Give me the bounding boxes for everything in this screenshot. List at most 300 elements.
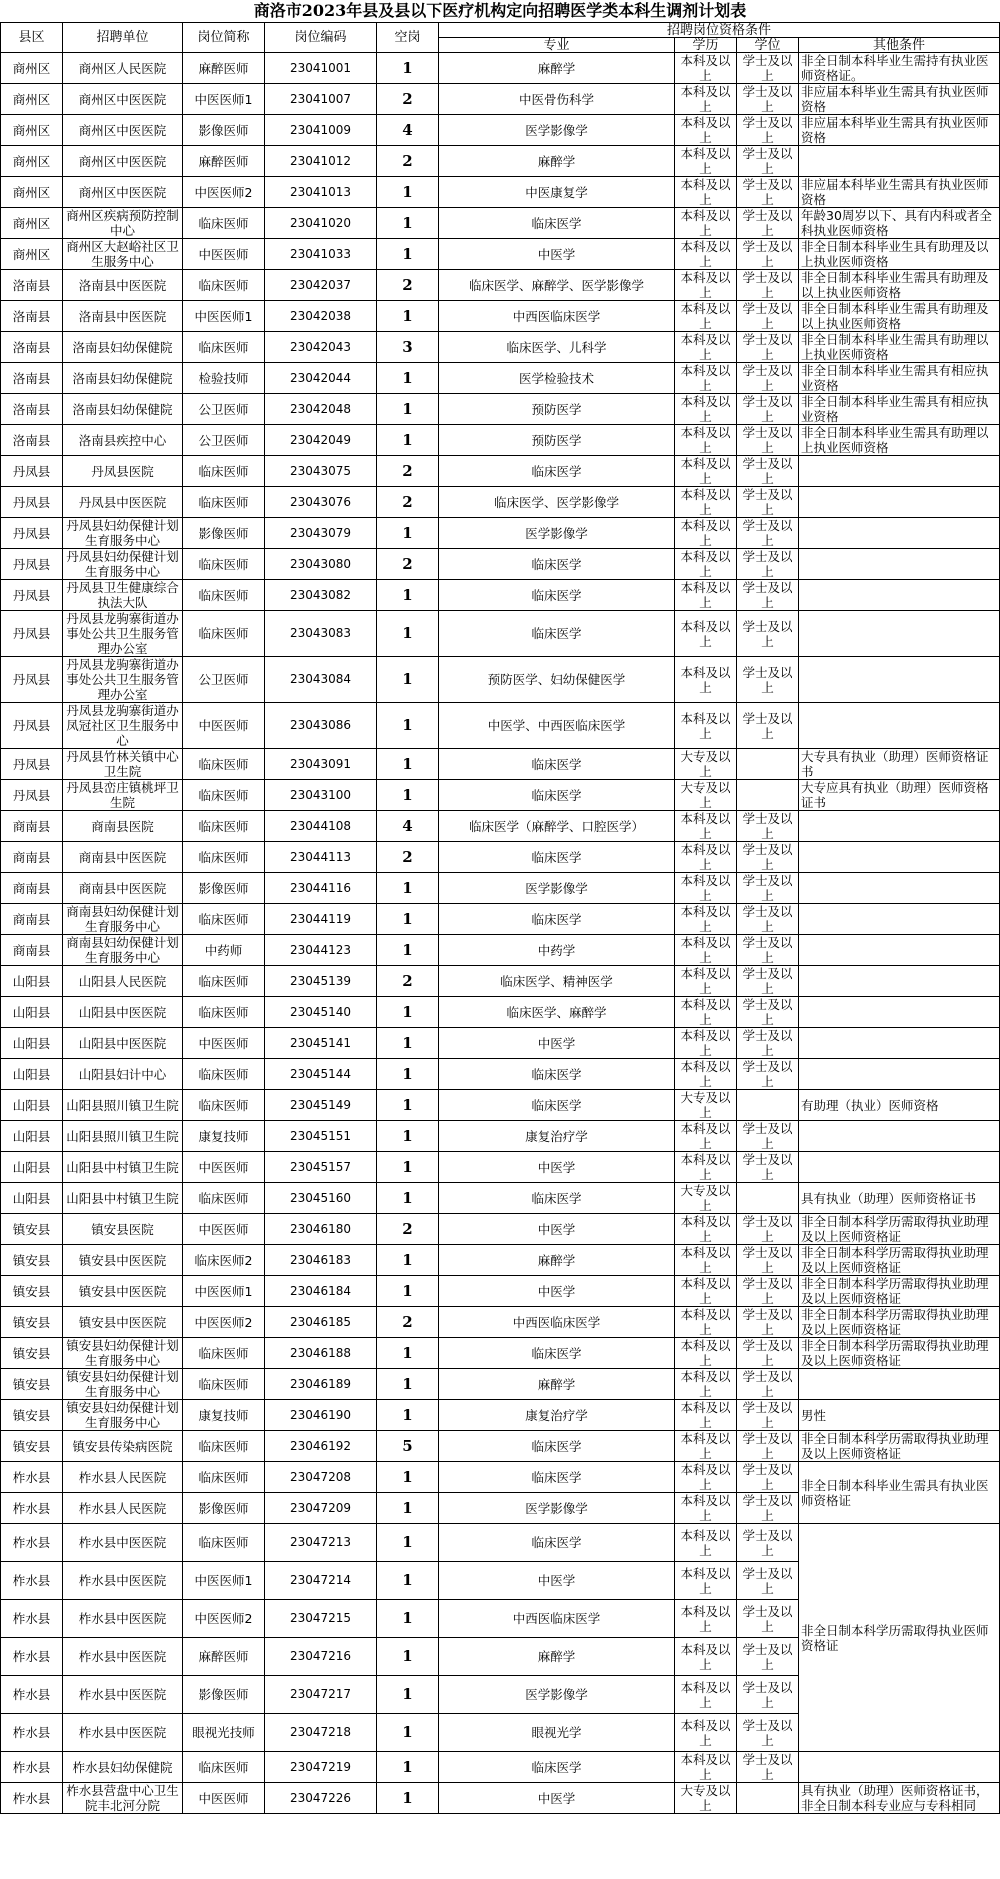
cell-degree: 学士及以上 bbox=[737, 703, 799, 749]
cell-degree: 学士及以上 bbox=[737, 115, 799, 146]
recruitment-table bbox=[0, 22, 1000, 1814]
cell-other bbox=[799, 549, 1000, 580]
cell-post: 临床医师 bbox=[183, 580, 265, 611]
cell-other bbox=[799, 611, 1000, 657]
cell-edu: 本科及以上 bbox=[675, 811, 737, 842]
cell-degree: 学士及以上 bbox=[737, 1638, 799, 1676]
cell-count: 5 bbox=[377, 1431, 439, 1462]
cell-degree: 学士及以上 bbox=[737, 1676, 799, 1714]
cell-unit: 柞水县人民医院 bbox=[63, 1462, 183, 1493]
cell-edu: 大专及以上 bbox=[675, 749, 737, 780]
cell-edu: 本科及以上 bbox=[675, 657, 737, 703]
cell-code: 23045157 bbox=[265, 1152, 377, 1183]
cell-county: 镇安县 bbox=[1, 1245, 63, 1276]
cell-edu: 本科及以上 bbox=[675, 332, 737, 363]
cell-code: 23043083 bbox=[265, 611, 377, 657]
cell-county: 山阳县 bbox=[1, 966, 63, 997]
cell-post: 中药师 bbox=[183, 935, 265, 966]
table-row bbox=[1, 1245, 1000, 1276]
cell-unit: 商州区人民医院 bbox=[63, 53, 183, 84]
table-row bbox=[1, 611, 1000, 657]
table-row bbox=[1, 1152, 1000, 1183]
cell-degree: 学士及以上 bbox=[737, 1562, 799, 1600]
cell-post: 影像医师 bbox=[183, 873, 265, 904]
cell-post: 临床医师 bbox=[183, 1183, 265, 1214]
cell-major: 临床医学 bbox=[439, 1090, 675, 1121]
cell-unit: 丹凤县妇幼保健计划生育服务中心 bbox=[63, 549, 183, 580]
cell-unit: 柞水县中医医院 bbox=[63, 1676, 183, 1714]
cell-degree: 学士及以上 bbox=[737, 611, 799, 657]
cell-degree: 学士及以上 bbox=[737, 456, 799, 487]
cell-degree bbox=[737, 1090, 799, 1121]
cell-count: 2 bbox=[377, 146, 439, 177]
cell-post: 中医医师2 bbox=[183, 1600, 265, 1638]
table-row bbox=[1, 1524, 1000, 1562]
cell-edu: 本科及以上 bbox=[675, 1059, 737, 1090]
cell-other-merged: 非全日制本科学历需取得执业医师资格证 bbox=[799, 1524, 1000, 1752]
cell-degree: 学士及以上 bbox=[737, 177, 799, 208]
table-row bbox=[1, 657, 1000, 703]
cell-post: 中医医师 bbox=[183, 1152, 265, 1183]
cell-unit: 柞水县中医医院 bbox=[63, 1638, 183, 1676]
cell-count: 1 bbox=[377, 1493, 439, 1524]
cell-edu: 本科及以上 bbox=[675, 1714, 737, 1752]
cell-code: 23044119 bbox=[265, 904, 377, 935]
cell-edu: 本科及以上 bbox=[675, 1369, 737, 1400]
cell-other bbox=[799, 935, 1000, 966]
cell-code: 23046190 bbox=[265, 1400, 377, 1431]
cell-code: 23047209 bbox=[265, 1493, 377, 1524]
cell-degree: 学士及以上 bbox=[737, 394, 799, 425]
cell-edu: 本科及以上 bbox=[675, 1400, 737, 1431]
cell-degree: 学士及以上 bbox=[737, 1307, 799, 1338]
cell-edu: 本科及以上 bbox=[675, 518, 737, 549]
cell-county: 商南县 bbox=[1, 811, 63, 842]
cell-major: 临床医学 bbox=[439, 1059, 675, 1090]
cell-code: 23047208 bbox=[265, 1462, 377, 1493]
cell-count: 3 bbox=[377, 332, 439, 363]
cell-county: 丹凤县 bbox=[1, 549, 63, 580]
cell-unit: 洛南县妇幼保健院 bbox=[63, 394, 183, 425]
table-row bbox=[1, 580, 1000, 611]
cell-edu: 本科及以上 bbox=[675, 549, 737, 580]
cell-post: 公卫医师 bbox=[183, 425, 265, 456]
cell-code: 23041020 bbox=[265, 208, 377, 239]
cell-other: 非全日制本科学历需取得执业助理及以上医师资格证 bbox=[799, 1307, 1000, 1338]
cell-major: 中医骨伤科学 bbox=[439, 84, 675, 115]
cell-county: 柞水县 bbox=[1, 1714, 63, 1752]
cell-count: 2 bbox=[377, 487, 439, 518]
header-post: 岗位简称 bbox=[183, 23, 265, 53]
cell-unit: 丹凤县医院 bbox=[63, 456, 183, 487]
cell-county: 丹凤县 bbox=[1, 749, 63, 780]
cell-unit: 商南县妇幼保健计划生育服务中心 bbox=[63, 904, 183, 935]
cell-post: 临床医师 bbox=[183, 749, 265, 780]
cell-count: 1 bbox=[377, 239, 439, 270]
cell-post: 影像医师 bbox=[183, 1676, 265, 1714]
cell-count: 1 bbox=[377, 1752, 439, 1783]
cell-major: 中西医临床医学 bbox=[439, 1307, 675, 1338]
cell-county: 洛南县 bbox=[1, 270, 63, 301]
cell-other: 有助理（执业）医师资格 bbox=[799, 1090, 1000, 1121]
cell-unit: 柞水县中医医院 bbox=[63, 1562, 183, 1600]
cell-other bbox=[799, 1028, 1000, 1059]
cell-county: 柞水县 bbox=[1, 1638, 63, 1676]
cell-edu: 本科及以上 bbox=[675, 1338, 737, 1369]
cell-code: 23046180 bbox=[265, 1214, 377, 1245]
cell-count: 1 bbox=[377, 1600, 439, 1638]
cell-unit: 山阳县照川镇卫生院 bbox=[63, 1090, 183, 1121]
cell-county: 山阳县 bbox=[1, 1028, 63, 1059]
cell-unit: 镇安县妇幼保健计划生育服务中心 bbox=[63, 1338, 183, 1369]
cell-degree: 学士及以上 bbox=[737, 487, 799, 518]
cell-count: 1 bbox=[377, 997, 439, 1028]
cell-post: 临床医师 bbox=[183, 1431, 265, 1462]
cell-unit: 柞水县中医医院 bbox=[63, 1714, 183, 1752]
cell-edu: 本科及以上 bbox=[675, 394, 737, 425]
cell-other: 非全日制本科毕业生需具有助理以上执业医师资格 bbox=[799, 425, 1000, 456]
cell-edu: 本科及以上 bbox=[675, 842, 737, 873]
cell-unit: 山阳县中医医院 bbox=[63, 997, 183, 1028]
cell-count: 1 bbox=[377, 873, 439, 904]
cell-major: 临床医学 bbox=[439, 456, 675, 487]
cell-post: 康复技师 bbox=[183, 1121, 265, 1152]
cell-code: 23043075 bbox=[265, 456, 377, 487]
table-row bbox=[1, 363, 1000, 394]
cell-other bbox=[799, 811, 1000, 842]
cell-code: 23043086 bbox=[265, 703, 377, 749]
cell-count: 1 bbox=[377, 1638, 439, 1676]
cell-unit: 丹凤县竹林关镇中心卫生院 bbox=[63, 749, 183, 780]
cell-degree: 学士及以上 bbox=[737, 1400, 799, 1431]
cell-unit: 商南县医院 bbox=[63, 811, 183, 842]
cell-other: 大专具有执业（助理）医师资格证书 bbox=[799, 749, 1000, 780]
cell-degree: 学士及以上 bbox=[737, 84, 799, 115]
cell-code: 23042049 bbox=[265, 425, 377, 456]
table-row bbox=[1, 394, 1000, 425]
cell-post: 临床医师 bbox=[183, 456, 265, 487]
cell-edu: 本科及以上 bbox=[675, 580, 737, 611]
cell-county: 柞水县 bbox=[1, 1600, 63, 1638]
table-row bbox=[1, 1400, 1000, 1431]
table-body bbox=[1, 53, 1000, 1814]
cell-unit: 镇安县医院 bbox=[63, 1214, 183, 1245]
table-row bbox=[1, 935, 1000, 966]
table-row bbox=[1, 1369, 1000, 1400]
table-row bbox=[1, 270, 1000, 301]
cell-code: 23046185 bbox=[265, 1307, 377, 1338]
cell-count: 1 bbox=[377, 749, 439, 780]
cell-post: 眼视光技师 bbox=[183, 1714, 265, 1752]
cell-count: 1 bbox=[377, 904, 439, 935]
table-row bbox=[1, 1783, 1000, 1814]
cell-code: 23044113 bbox=[265, 842, 377, 873]
cell-county: 洛南县 bbox=[1, 363, 63, 394]
cell-count: 1 bbox=[377, 611, 439, 657]
cell-post: 麻醉医师 bbox=[183, 1638, 265, 1676]
cell-degree: 学士及以上 bbox=[737, 657, 799, 703]
cell-edu: 本科及以上 bbox=[675, 1493, 737, 1524]
cell-code: 23045160 bbox=[265, 1183, 377, 1214]
cell-county: 柞水县 bbox=[1, 1493, 63, 1524]
cell-other: 非全日制本科毕业生需具有相应执业资格 bbox=[799, 394, 1000, 425]
cell-edu: 本科及以上 bbox=[675, 1462, 737, 1493]
cell-post: 公卫医师 bbox=[183, 394, 265, 425]
cell-post: 中医医师1 bbox=[183, 84, 265, 115]
cell-county: 丹凤县 bbox=[1, 657, 63, 703]
cell-unit: 商州区大赵峪社区卫生服务中心 bbox=[63, 239, 183, 270]
cell-major: 临床医学 bbox=[439, 1752, 675, 1783]
cell-post: 中医医师 bbox=[183, 1214, 265, 1245]
cell-edu: 本科及以上 bbox=[675, 873, 737, 904]
cell-count: 4 bbox=[377, 811, 439, 842]
cell-unit: 镇安县中医医院 bbox=[63, 1245, 183, 1276]
cell-other: 具有执业（助理）医师资格证书，非全日制本科专业应与专科相同 bbox=[799, 1783, 1000, 1814]
cell-major: 麻醉学 bbox=[439, 1369, 675, 1400]
cell-county: 山阳县 bbox=[1, 1059, 63, 1090]
cell-major: 中医学 bbox=[439, 239, 675, 270]
cell-code: 23041013 bbox=[265, 177, 377, 208]
cell-degree: 学士及以上 bbox=[737, 1369, 799, 1400]
cell-count: 1 bbox=[377, 780, 439, 811]
cell-post: 临床医师 bbox=[183, 966, 265, 997]
cell-edu: 本科及以上 bbox=[675, 270, 737, 301]
header-county: 县区 bbox=[1, 23, 63, 53]
cell-post: 麻醉医师 bbox=[183, 146, 265, 177]
cell-code: 23047218 bbox=[265, 1714, 377, 1752]
cell-edu: 本科及以上 bbox=[675, 1562, 737, 1600]
cell-other: 年龄30周岁以下、具有内科或者全科执业医师资格 bbox=[799, 208, 1000, 239]
cell-count: 1 bbox=[377, 580, 439, 611]
cell-post: 临床医师 bbox=[183, 1338, 265, 1369]
cell-other bbox=[799, 703, 1000, 749]
cell-count: 1 bbox=[377, 1400, 439, 1431]
cell-unit: 洛南县妇幼保健院 bbox=[63, 332, 183, 363]
cell-major: 中医康复学 bbox=[439, 177, 675, 208]
cell-major: 医学影像学 bbox=[439, 1676, 675, 1714]
cell-major: 医学影像学 bbox=[439, 518, 675, 549]
table-row bbox=[1, 1121, 1000, 1152]
cell-county: 柞水县 bbox=[1, 1752, 63, 1783]
cell-post: 临床医师 bbox=[183, 549, 265, 580]
cell-county: 柞水县 bbox=[1, 1676, 63, 1714]
cell-code: 23043082 bbox=[265, 580, 377, 611]
cell-other: 非全日制本科毕业生需具有助理及以上执业医师资格 bbox=[799, 301, 1000, 332]
cell-code: 23046189 bbox=[265, 1369, 377, 1400]
cell-major: 中医学 bbox=[439, 1783, 675, 1814]
cell-major: 临床医学 bbox=[439, 780, 675, 811]
cell-post: 影像医师 bbox=[183, 518, 265, 549]
cell-code: 23041007 bbox=[265, 84, 377, 115]
cell-county: 山阳县 bbox=[1, 1121, 63, 1152]
table-row bbox=[1, 301, 1000, 332]
cell-county: 镇安县 bbox=[1, 1369, 63, 1400]
cell-post: 中医医师 bbox=[183, 1783, 265, 1814]
cell-post: 中医医师 bbox=[183, 1028, 265, 1059]
cell-post: 临床医师 bbox=[183, 780, 265, 811]
cell-county: 商州区 bbox=[1, 115, 63, 146]
table-row bbox=[1, 1214, 1000, 1245]
cell-code: 23047216 bbox=[265, 1638, 377, 1676]
cell-edu: 本科及以上 bbox=[675, 84, 737, 115]
cell-unit: 洛南县疾控中心 bbox=[63, 425, 183, 456]
cell-major: 麻醉学 bbox=[439, 146, 675, 177]
cell-other: 非全日制本科毕业生具有助理及以上执业医师资格 bbox=[799, 239, 1000, 270]
cell-degree: 学士及以上 bbox=[737, 1524, 799, 1562]
cell-major: 医学影像学 bbox=[439, 115, 675, 146]
cell-county: 山阳县 bbox=[1, 1152, 63, 1183]
cell-code: 23046183 bbox=[265, 1245, 377, 1276]
cell-count: 1 bbox=[377, 1783, 439, 1814]
cell-county: 洛南县 bbox=[1, 301, 63, 332]
cell-edu: 本科及以上 bbox=[675, 703, 737, 749]
cell-degree: 学士及以上 bbox=[737, 1028, 799, 1059]
cell-code: 23043091 bbox=[265, 749, 377, 780]
cell-degree: 学士及以上 bbox=[737, 966, 799, 997]
cell-count: 2 bbox=[377, 84, 439, 115]
cell-post: 影像医师 bbox=[183, 1493, 265, 1524]
cell-code: 23042044 bbox=[265, 363, 377, 394]
cell-degree: 学士及以上 bbox=[737, 1714, 799, 1752]
cell-degree: 学士及以上 bbox=[737, 1431, 799, 1462]
cell-unit: 丹凤县卫生健康综合执法大队 bbox=[63, 580, 183, 611]
cell-degree: 学士及以上 bbox=[737, 1214, 799, 1245]
cell-major: 医学影像学 bbox=[439, 873, 675, 904]
cell-post: 公卫医师 bbox=[183, 657, 265, 703]
cell-code: 23041001 bbox=[265, 53, 377, 84]
cell-post: 临床医师 bbox=[183, 1752, 265, 1783]
cell-major: 临床医学 bbox=[439, 1338, 675, 1369]
cell-county: 镇安县 bbox=[1, 1431, 63, 1462]
cell-major: 临床医学 bbox=[439, 1183, 675, 1214]
cell-major: 临床医学 bbox=[439, 842, 675, 873]
cell-unit: 山阳县中村镇卫生院 bbox=[63, 1183, 183, 1214]
cell-county: 镇安县 bbox=[1, 1400, 63, 1431]
cell-county: 山阳县 bbox=[1, 997, 63, 1028]
cell-other: 非全日制本科学历需取得执业助理及以上医师资格证 bbox=[799, 1214, 1000, 1245]
cell-county: 丹凤县 bbox=[1, 580, 63, 611]
cell-count: 1 bbox=[377, 1245, 439, 1276]
cell-edu: 本科及以上 bbox=[675, 456, 737, 487]
cell-major: 临床医学 bbox=[439, 749, 675, 780]
cell-code: 23042038 bbox=[265, 301, 377, 332]
cell-code: 23041033 bbox=[265, 239, 377, 270]
cell-code: 23045149 bbox=[265, 1090, 377, 1121]
cell-other bbox=[799, 966, 1000, 997]
table-row bbox=[1, 487, 1000, 518]
cell-edu: 大专及以上 bbox=[675, 780, 737, 811]
cell-degree: 学士及以上 bbox=[737, 332, 799, 363]
cell-count: 2 bbox=[377, 456, 439, 487]
cell-unit: 柞水县中医医院 bbox=[63, 1600, 183, 1638]
cell-other: 非应届本科毕业生需具有执业医师资格 bbox=[799, 177, 1000, 208]
cell-code: 23046192 bbox=[265, 1431, 377, 1462]
cell-code: 23045140 bbox=[265, 997, 377, 1028]
cell-major: 医学检验技术 bbox=[439, 363, 675, 394]
cell-major: 麻醉学 bbox=[439, 1638, 675, 1676]
cell-degree: 学士及以上 bbox=[737, 1152, 799, 1183]
cell-unit: 丹凤县龙驹寨街道办事处公共卫生服务管理办公室 bbox=[63, 657, 183, 703]
cell-edu: 本科及以上 bbox=[675, 1121, 737, 1152]
cell-county: 柞水县 bbox=[1, 1462, 63, 1493]
cell-degree bbox=[737, 1783, 799, 1814]
table-row bbox=[1, 966, 1000, 997]
cell-count: 1 bbox=[377, 1676, 439, 1714]
cell-other bbox=[799, 904, 1000, 935]
cell-post: 临床医师 bbox=[183, 1462, 265, 1493]
cell-edu: 本科及以上 bbox=[675, 1600, 737, 1638]
cell-major: 临床医学 bbox=[439, 549, 675, 580]
cell-post: 康复技师 bbox=[183, 1400, 265, 1431]
cell-major: 临床医学 bbox=[439, 580, 675, 611]
cell-major: 眼视光学 bbox=[439, 1714, 675, 1752]
table-row bbox=[1, 518, 1000, 549]
cell-count: 2 bbox=[377, 1307, 439, 1338]
cell-other-merged: 非全日制本科毕业生需具有执业医师资格证 bbox=[799, 1462, 1000, 1524]
table-row bbox=[1, 208, 1000, 239]
cell-code: 23045144 bbox=[265, 1059, 377, 1090]
cell-count: 2 bbox=[377, 966, 439, 997]
table-row bbox=[1, 873, 1000, 904]
table-row bbox=[1, 1462, 1000, 1493]
cell-post: 临床医师 bbox=[183, 904, 265, 935]
cell-count: 1 bbox=[377, 53, 439, 84]
cell-post: 检验技师 bbox=[183, 363, 265, 394]
cell-other: 非全日制本科毕业生需具有助理及以上执业医师资格 bbox=[799, 270, 1000, 301]
cell-degree: 学士及以上 bbox=[737, 873, 799, 904]
cell-degree: 学士及以上 bbox=[737, 1462, 799, 1493]
cell-unit: 商州区中医医院 bbox=[63, 146, 183, 177]
table-row bbox=[1, 811, 1000, 842]
cell-county: 丹凤县 bbox=[1, 487, 63, 518]
table-row bbox=[1, 1059, 1000, 1090]
cell-post: 中医医师1 bbox=[183, 1562, 265, 1600]
cell-edu: 大专及以上 bbox=[675, 1783, 737, 1814]
cell-county: 洛南县 bbox=[1, 332, 63, 363]
cell-unit: 丹凤县峦庄镇桃坪卫生院 bbox=[63, 780, 183, 811]
table-row bbox=[1, 749, 1000, 780]
cell-count: 2 bbox=[377, 270, 439, 301]
cell-edu: 本科及以上 bbox=[675, 1028, 737, 1059]
cell-degree: 学士及以上 bbox=[737, 1276, 799, 1307]
cell-major: 临床医学 bbox=[439, 1431, 675, 1462]
cell-degree: 学士及以上 bbox=[737, 904, 799, 935]
cell-major: 康复治疗学 bbox=[439, 1400, 675, 1431]
cell-code: 23042043 bbox=[265, 332, 377, 363]
cell-major: 中医学 bbox=[439, 1562, 675, 1600]
cell-county: 柞水县 bbox=[1, 1562, 63, 1600]
cell-post: 中医医师 bbox=[183, 703, 265, 749]
cell-county: 丹凤县 bbox=[1, 518, 63, 549]
cell-edu: 本科及以上 bbox=[675, 1245, 737, 1276]
cell-other: 具有执业（助理）医师资格证书 bbox=[799, 1183, 1000, 1214]
cell-unit: 商州区中医医院 bbox=[63, 84, 183, 115]
cell-unit: 丹凤县龙驹寨街道办事处公共卫生服务管理办公室 bbox=[63, 611, 183, 657]
cell-edu: 本科及以上 bbox=[675, 904, 737, 935]
cell-other bbox=[799, 1752, 1000, 1783]
cell-degree: 学士及以上 bbox=[737, 1338, 799, 1369]
cell-count: 1 bbox=[377, 208, 439, 239]
cell-degree: 学士及以上 bbox=[737, 580, 799, 611]
cell-degree: 学士及以上 bbox=[737, 549, 799, 580]
cell-county: 镇安县 bbox=[1, 1307, 63, 1338]
cell-degree: 学士及以上 bbox=[737, 1600, 799, 1638]
cell-edu: 本科及以上 bbox=[675, 239, 737, 270]
cell-county: 丹凤县 bbox=[1, 703, 63, 749]
cell-post: 麻醉医师 bbox=[183, 53, 265, 84]
cell-unit: 洛南县中医医院 bbox=[63, 270, 183, 301]
cell-code: 23046188 bbox=[265, 1338, 377, 1369]
